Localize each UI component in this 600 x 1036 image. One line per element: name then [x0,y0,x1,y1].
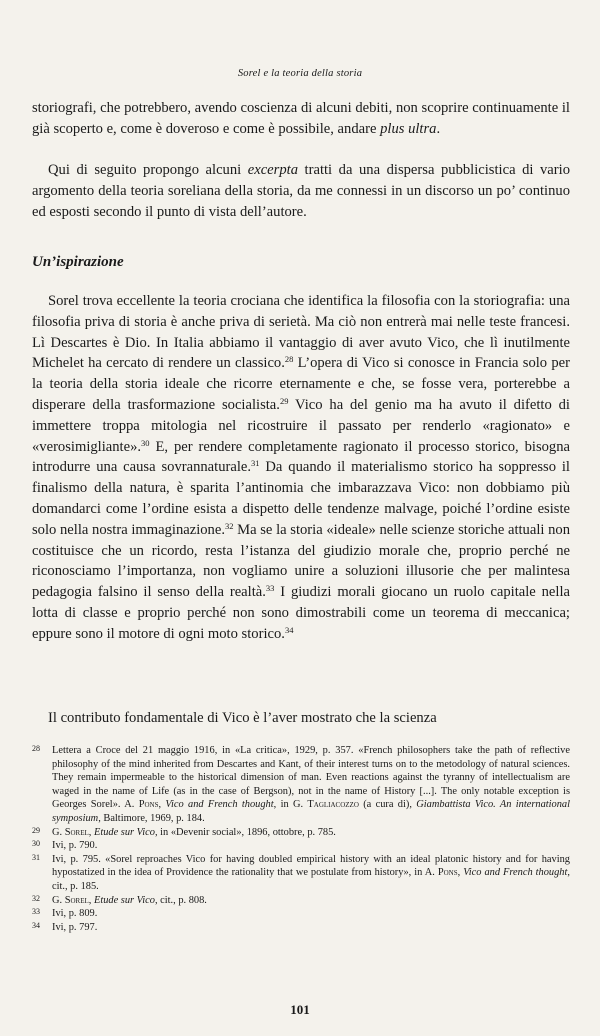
section-heading: Un’ispirazione [32,254,124,270]
page-number: 101 [290,1002,310,1017]
paragraph-2: Qui di seguito propongo alcuni excerpta tratti da una dispersa pubblicistica di vario argomento della teoria soreliana della storia, da me connessi in un discorso un po’ continuo ed esposti secondo il punto di vista dell’autore. [32,162,570,220]
footnote-number: 34 [32,920,40,930]
footnote-number: 33 [32,907,40,917]
footnote-32: 32 G. Sorel, Etude sur Vico, cit., p. 808. [32,893,207,906]
footnotes [32,744,570,934]
footnote-ref[interactable]: 32 [224,520,234,531]
paragraph-4: Il contributo fondamentale di Vico è l’aver mostrato che la scienza [48,710,437,726]
footnote-number: 31 [32,852,40,862]
footnote-28: 28 Lettera a Croce del 21 maggio 1916, in «La critica», 1929, p. 357. «French philosophers take the path of reflective philosophy of the mind inherited from Descartes and Kant, of their interest turns on to the metodology of natural sciences. They remain impermeable to the historical dimension of man. Even reactions against the tyranny of intellectualism are waged in the name of Life (as in the case of Bergson), not in the name of History [...]. The only notable exception is Georges Sorel». A. Pons, Vico and French thought, in G. Tagliacozzo (a cura di), Giambattista Vico. An international symposium, Baltimore, 1969, p. 184. [32,744,571,824]
footnote-ref[interactable]: 29 [279,395,289,406]
footnote-ref[interactable]: 30 [141,437,150,448]
footnote-29: 29 G. Sorel, Etude sur Vico, in «Devenir social», 1896, ottobre, p. 785. [32,825,336,838]
footnote-number: 30 [32,839,40,849]
footnote-31: 31 Ivi, p. 795. «Sorel reproaches Vico for having doubled empirical history with an ideal platonic history and for having hypostatized in the idea of Providence the rationality that we postulate from history», in A. Pons, Vico and French thought, cit., p. 185. [32,852,570,892]
footnote-ref[interactable]: 31 [251,458,260,469]
paragraph-1: storiografi, che potrebbero, avendo coscienza di alcuni debiti, non scoprire continuamente il già scoperto e, come è doveroso e come è possibile, andare plus ultra. [32,100,570,137]
footnote-number: 29 [32,825,40,835]
italic-phrase: plus ultra [380,120,437,137]
italic-word: excerpta [247,162,298,178]
footnote-34: 34 Ivi, p. 797. [32,920,98,933]
footnote-30: 30 Ivi, p. 790. [32,839,98,852]
running-head: Sorel e la teoria della storia [237,68,363,79]
footnote-33: 33 Ivi, p. 809. [32,907,98,920]
paragraph-3: Sorel trova eccellente la teoria crociana che identifica la filosofia con la storiografia: una filosofia priva di storia è anche priva di serietà. Ma ciò non entrerà mai nelle teste francesi. Lì Descartes è Dio. In Italia abbiamo il vantaggio di aver avuto Vico, che lì inutilmente Michelet ha cercato di rendere un classico.$^{28}$ L’opera di Vico si conosce in Francia solo per la teoria della storia ideale che ricorre eternamente e che, se fosse vera, porterebbe a disperare della trasformazione socialista.$^{29}$ Vico ha del genio ma ha avuto il difetto di immettere troppa mitologia nel ricostruire il passato per renderlo «ragionato» e «verosimigliante».$^{30}$ E, per rendere completamente ragionato il processo storico, bisogna introdurre una causa sovrannaturale.$^{31}$ Da quando il materialismo storico ha soppresso il finalismo della natura, è sparita l’antinomia che imbarazzava Vico: non dobbiamo più domandarci come l’ordine esista a dispetto delle tendenze malvage, poiché l’ordine esiste solo nella nostra immaginazione.$^{32}$ Ma se la storia «ideale» nelle scienze storiche attuali non costituisce che un ricordo, resta l’istanza del giudizio morale che, proprio perché ne riconosciamo l’importanza, non vogliamo unire a soluzioni illusorie che per malintesa pedagogia falsino il senso della realtà.$^{33}$ I giudizi morali giocano un ruolo capitale nella lotta di classe e proprio perché non sono dimostrabili come un teorema di meccanica; eppure sono il motore di ogni moto storico.$^{34}$ [32,293,570,642]
footnote-number: 28 [32,744,40,753]
footnote-ref[interactable]: 28 [284,354,294,365]
footnote-number: 32 [32,893,40,903]
footnote-ref[interactable]: 34 [284,624,294,635]
footnote-ref[interactable]: 33 [265,583,275,594]
